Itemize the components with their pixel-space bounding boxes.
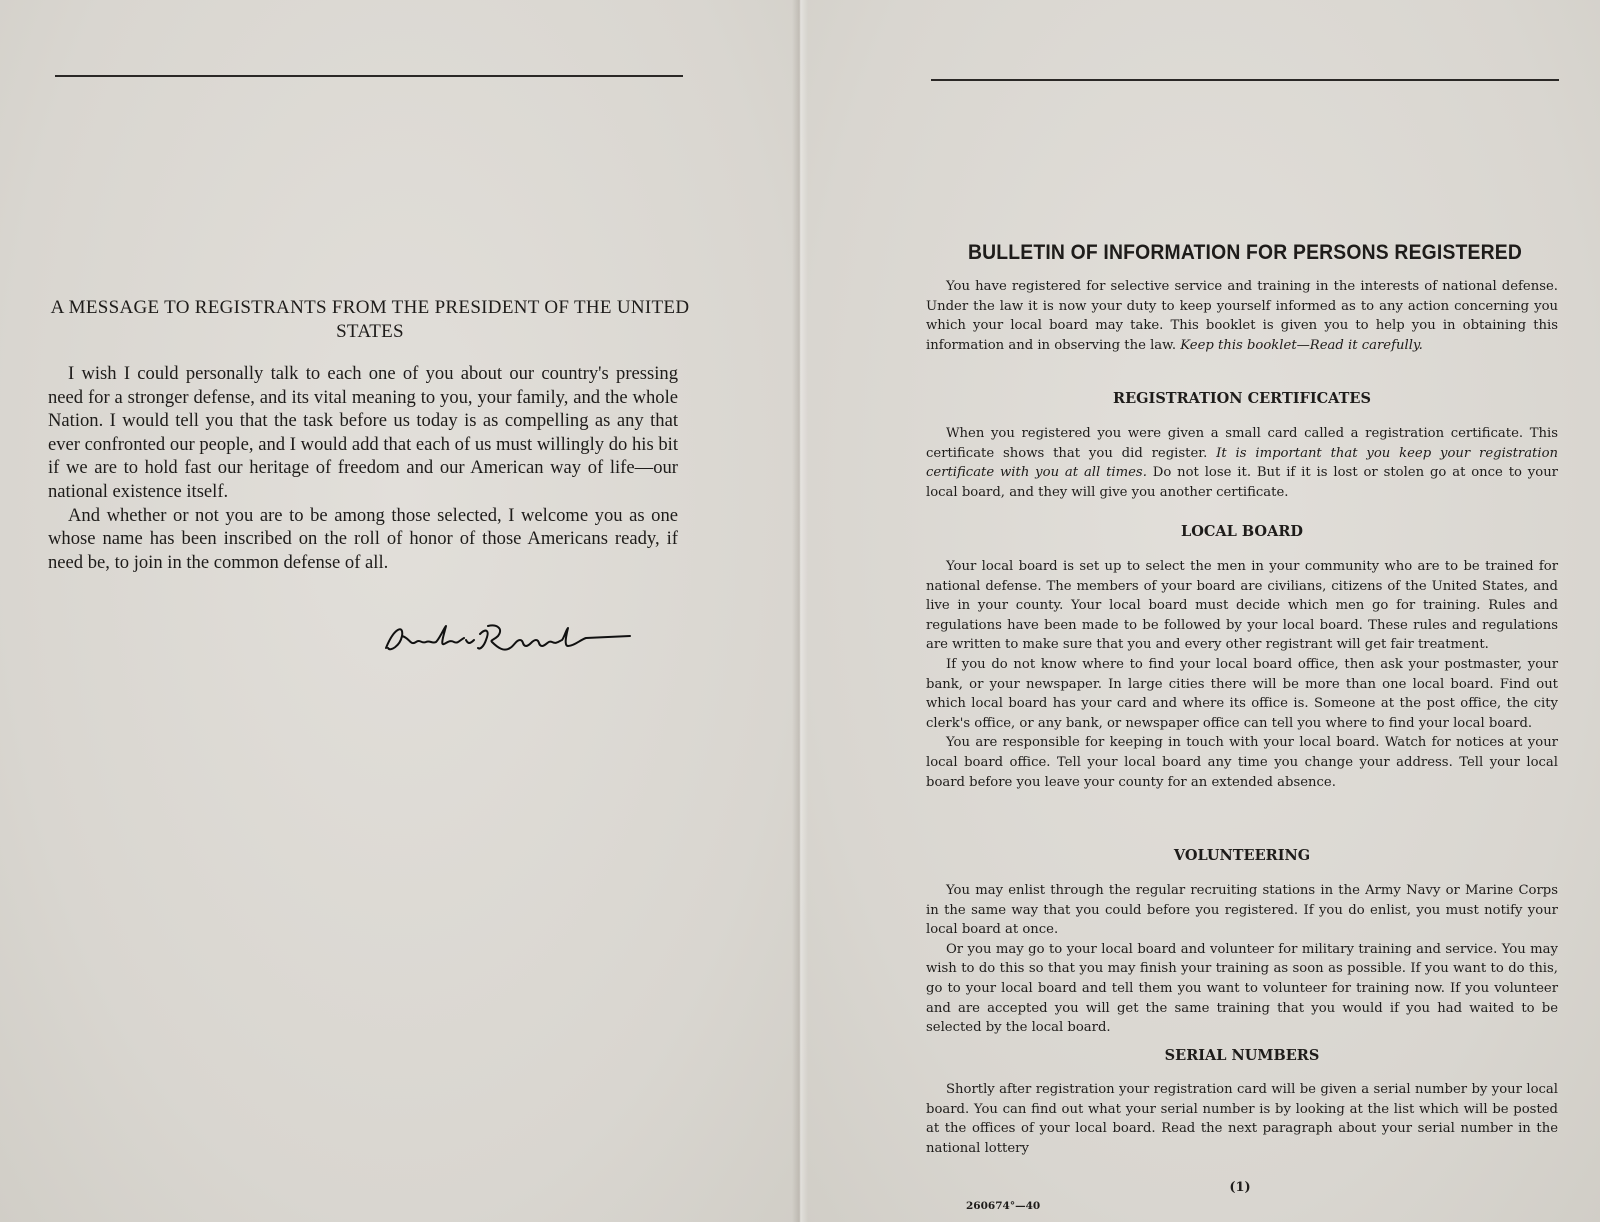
print-code: 260674°—40 xyxy=(966,1200,1041,1212)
heading-registration-certificates: REGISTRATION CERTIFICATES xyxy=(1113,390,1371,407)
intro-text: You have registered for selective service and training in the interests of national defense. Under the law it is now your duty to keep yourself informed as to any action concerning you which your local board may take. This booklet is given you to help you in obtaining this information and in observing the law. xyxy=(926,279,1558,353)
local-board-paragraph: You are responsible for keeping in touch with your local board. Watch for notices at your local board office. Tell your local board any time you change your address. Tell your local board before you leave your county for an extended absence. xyxy=(926,735,1558,790)
local-board-section xyxy=(926,557,1558,792)
intro-emphasis: Keep this booklet—Read it carefully. xyxy=(1180,337,1423,353)
message-paragraph: I wish I could personally talk to each one of you about our country's pressing need for a stronger defense, and its vital meaning to you, your family, and the whole Nation. I would tell you that the task before us today is as compelling as any that ever confronted our people, and I would add that each of us must willingly do his bit if we are to hold fast our heritage of freedom and our American way of life—our national existence itself. xyxy=(48,363,678,502)
message-title: A MESSAGE TO REGISTRANTS FROM THE PRESIDENT OF THE UNITED STATES xyxy=(50,297,690,342)
left-top-rule xyxy=(55,75,683,77)
local-board-paragraph: If you do not know where to find your local board office, then ask your postmaster, your bank, or your newspaper. In large cities there will be more than one local board. Find out which local board has your card and where its office is. Someone at the post office, the city clerk's office, or any bank, or newspaper office can tell you where to find your local board. xyxy=(926,656,1558,731)
volunteering-paragraph: You may enlist through the regular recruiting stations in the Army Navy or Marine Corps in the same way that you could before you registered. If you do enlist, you must notify your local board at once. xyxy=(926,883,1558,938)
center-fold xyxy=(792,0,808,1222)
heading-volunteering: VOLUNTEERING xyxy=(1173,847,1311,864)
volunteering-paragraph: Or you may go to your local board and volunteer for military training and service. You may wish to do this so that you may finish your training as soon as possible. If you want to do this, go to your local board and tell them you want to volunteer for training now. If you volunteer and are accepted you will get the same training that you would if you had waited to be selected by the local board. xyxy=(926,941,1558,1036)
registration-text: When you registered you were given a small card called a registration certificate. This certificate shows that you did register. xyxy=(926,426,1558,461)
president-signature xyxy=(380,618,640,668)
right-top-rule xyxy=(931,79,1559,81)
registration-text: Do not lose it. But if it is lost or stolen go at once to your local board, and they will give you another certificate. xyxy=(926,465,1558,500)
registration-emphasis: It is important that you keep your registration certificate with you at all times. xyxy=(926,445,1559,481)
volunteering-section xyxy=(926,881,1558,1038)
bulletin-intro xyxy=(926,277,1558,355)
heading-serial-numbers: SERIAL NUMBERS xyxy=(1164,1047,1320,1064)
local-board-paragraph: Your local board is set up to select the men in your community who are to be trained for national defense. The members of your board are civilians, citizens of the United States, and live in your county. Your local board must decide which men go for training. Rules and regulations have been made to be followed by your local board. These rules and regulations are written to make sure that you and every other registrant will get fair treatment. xyxy=(926,559,1558,653)
bulletin-title: BULLETIN OF INFORMATION FOR PERSONS REGISTERED xyxy=(967,240,1523,264)
heading-local-board: LOCAL BOARD xyxy=(1181,523,1303,540)
message-body xyxy=(48,362,678,574)
serial-numbers-section xyxy=(926,1080,1558,1158)
registration-section xyxy=(926,424,1558,502)
serial-paragraph: Shortly after registration your registration card will be given a serial number by your local board. You can find out what your serial number is by looking at the list which will be posted at the offices of your local board. Read the next paragraph about your serial number in the national lottery xyxy=(926,1082,1558,1156)
page-number: (1) xyxy=(1229,1180,1251,1195)
message-paragraph: And whether or not you are to be among those selected, I welcome you as one whose name has been inscribed on the roll of honor of those Americans ready, if need be, to join in the common defense of all. xyxy=(48,504,678,573)
